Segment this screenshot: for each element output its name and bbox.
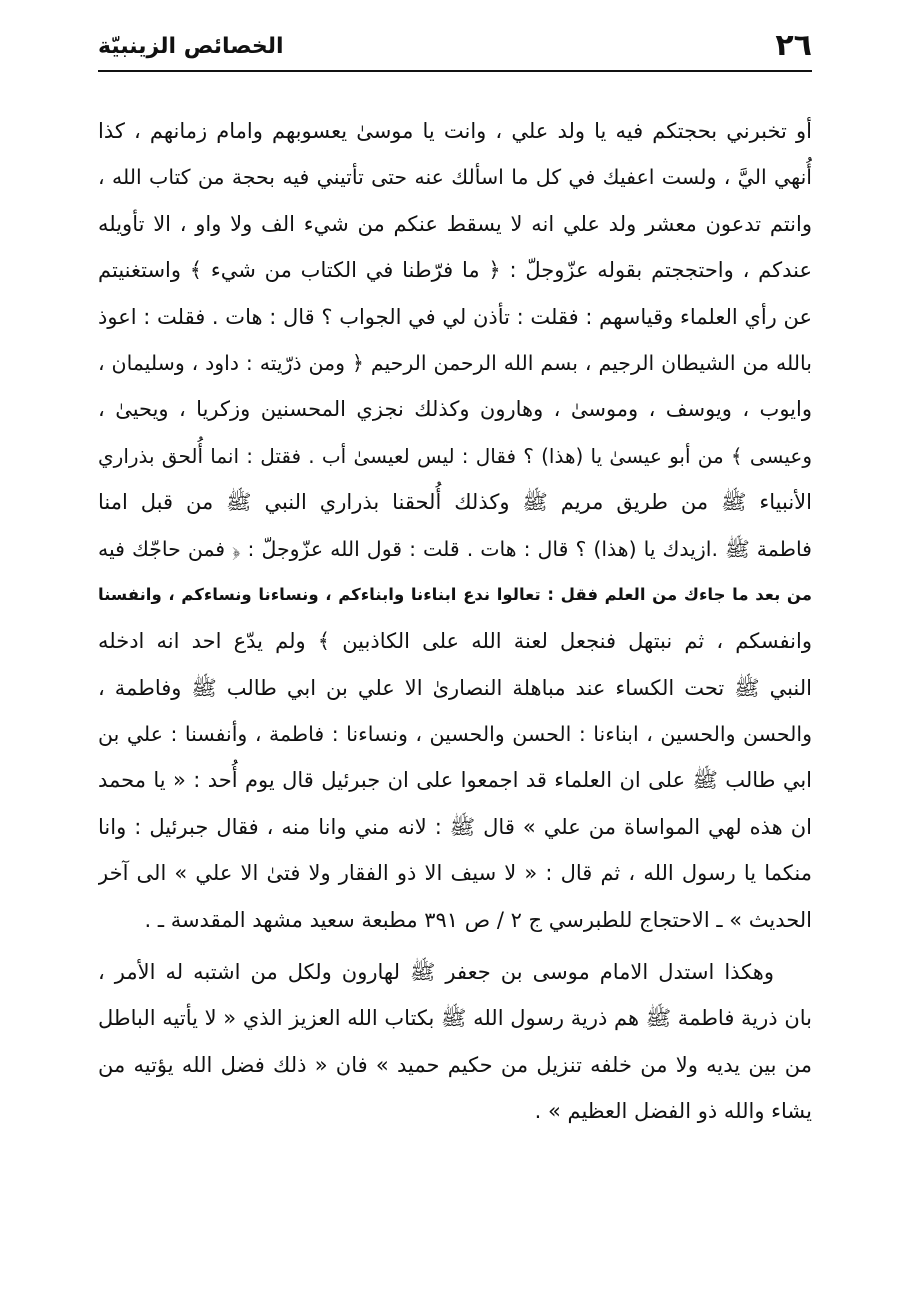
text-line: وعيسى ﴾ من أبو عيسىٰ يا (هذا) ؟ فقال : ليس لعيسىٰ أب . فقتل : انما أُلحق بذراري <box>98 443 812 468</box>
text-line: الأنبياء ﷺ من طريق مريم ﷺ وكذلك أُلحقنا بذراري النبي ﷺ من قبل امنا <box>98 490 812 515</box>
text-line: وانفسكم ، ثم نبتهل فنجعل لعنة الله على الكاذبين ﴾ ولم يدّع احد انه ادخله <box>98 629 812 654</box>
text-line: أُنهي اليَّ ، ولست اعفيك في كل ما اسألك عنه حتى تأتيني فيه بحجة من كتاب الله ، <box>98 165 812 190</box>
text-line: فاطمة ﷺ .ازيدك يا (هذا) ؟ قال : هات . قلت : قول الله عزّوجلّ : ﴿ فمن حاجّك فيه <box>98 536 812 561</box>
text-line: عن رأي العلماء وقياسهم : فقلت : تأذن لي في الجواب ؟ قال : هات . فقلت : اعوذ <box>98 304 812 329</box>
body-text <box>98 108 812 1135</box>
text-line: والحسن والحسين ، ابناءنا : الحسن والحسين ، ونساءنا : فاطمة ، وأنفسنا : علي بن <box>98 722 812 747</box>
header-rule <box>98 70 812 72</box>
text-line: بان ذرية فاطمة ﷺ هم ذرية رسول الله ﷺ بكتاب الله العزيز الذي « لا يأتيه الباطل <box>98 1006 812 1031</box>
page-header <box>98 28 812 72</box>
text-line: أو تخبرني بحجتكم فيه يا ولد علي ، وانت يا موسىٰ يعسوبهم وامام زمانهم ، كذا <box>98 119 812 143</box>
text-line: وهكذا استدل الامام موسى بن جعفر ﷺ لهارون ولكل من اشتبه له الأمر ، <box>98 960 774 985</box>
text-line: النبي ﷺ تحت الكساء عند مباهلة النصارىٰ الا علي بن ابي طالب ﷺ وفاطمة ، <box>98 675 812 700</box>
text-line: يشاء والله ذو الفضل العظيم » . <box>534 1099 812 1124</box>
running-title: الخصائص الزينبيّة <box>98 34 284 59</box>
text-line: بالله من الشيطان الرجيم ، بسم الله الرحمن الرحيم ﴿ ومن ذرّيته : داود ، وسليمان ، <box>98 350 812 375</box>
text-line: منكما يا رسول الله ، ثم قال : « لا سيف الا ذو الفقار ولا فتىٰ الا علي » الى آخر <box>98 861 812 886</box>
text-line: ابي طالب ﷺ على ان العلماء قد اجمعوا على ان جبرئيل قال يوم أُحد : « يا محمد <box>98 768 812 793</box>
text-line: من بعد ما جاءك من العلم فقل : تعالوا ندع ابناءنا وابناءكم ، ونساءنا ونساءكم ، وانفسنا <box>98 584 812 604</box>
text-line: وانتم تدعون معشر ولد علي انه لا يسقط عنكم من شيء الف ولا واو ، الا تأويله <box>98 211 812 236</box>
text-line: ان هذه لهي المواساة من علي » قال ﷺ : لانه مني وانا منه ، فقال جبرئيل : وانا <box>98 814 812 839</box>
text-line: وايوب ، ويوسف ، وموسىٰ ، وهارون وكذلك نجزي المحسنين وزكريا ، ويحيىٰ ، <box>98 397 812 422</box>
text-line: من بين يديه ولا من خلفه تنزيل من حكيم حميد » فان « ذلك فضل الله يؤتيه من <box>98 1052 812 1077</box>
text-line: عندكم ، واحتججتم بقوله عزّوجلّ : ﴿ ما فرّطنا في الكتاب من شيء ﴾ واستغنيتم <box>98 258 812 283</box>
page-number: ٢٦ <box>775 28 812 63</box>
text-line: الحديث » ـ الاحتجاج للطبرسي ج ٢ / ص ٣٩١ مطبعة سعيد مشهد المقدسة ـ . <box>144 907 812 932</box>
